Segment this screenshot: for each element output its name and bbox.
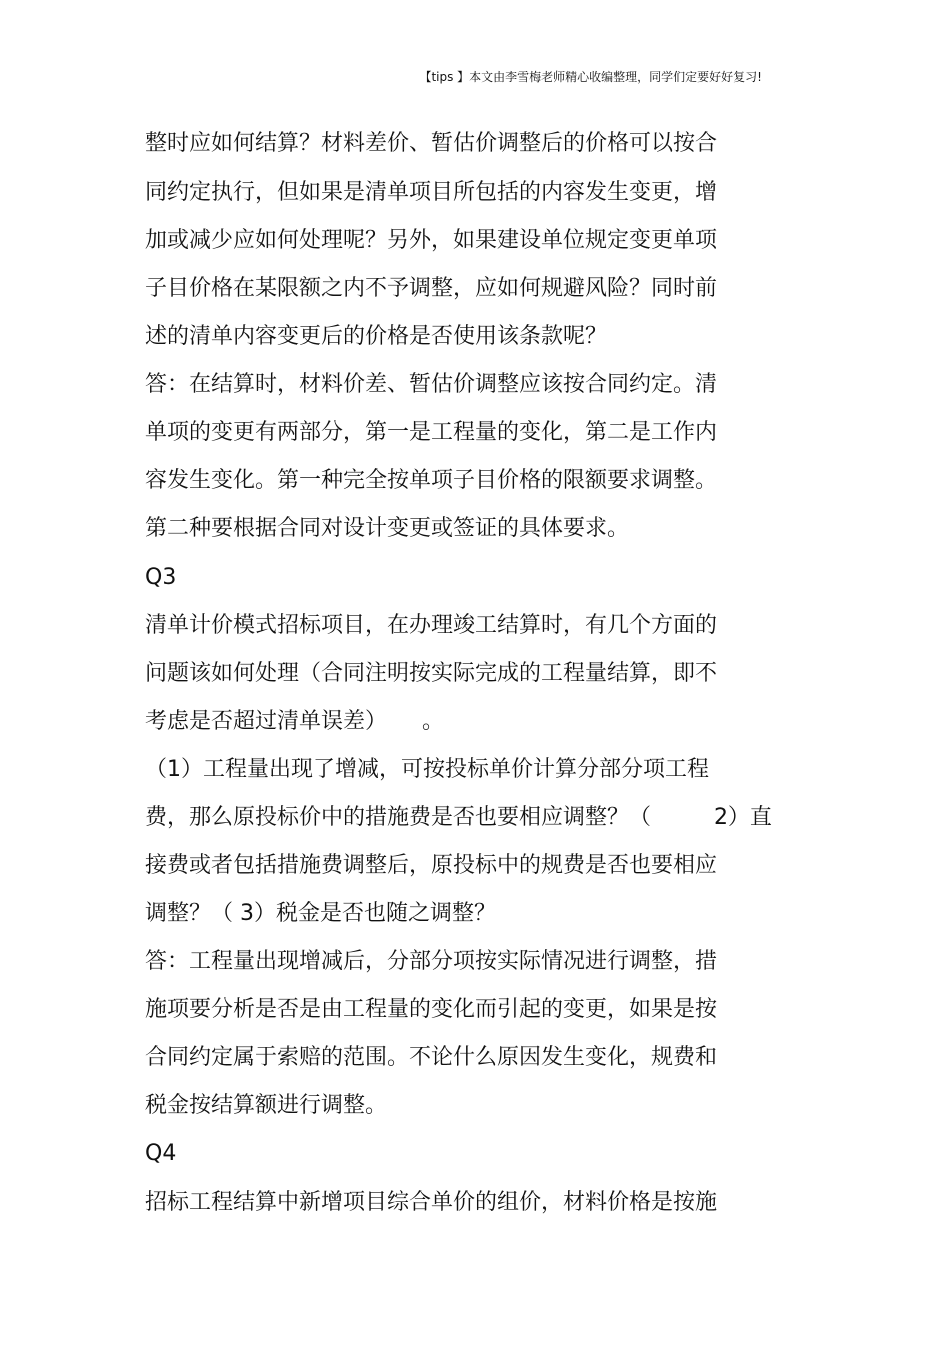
body-line: 调整？（ 3）税金是否也随之调整？ bbox=[145, 901, 496, 926]
body-line: 子目价格在某限额之内不予调整，应如何规避风险？同时前 bbox=[145, 276, 718, 301]
answer-line: 单项的变更有两部分，第一是工程量的变化，第二是工作内 bbox=[145, 420, 718, 445]
body-line: 整时应如何结算？材料差价、暂估价调整后的价格可以按合 bbox=[145, 131, 718, 156]
body-line: 接费或者包括措施费调整后，原投标中的规费是否也要相应 bbox=[145, 853, 718, 878]
body-line: 同约定执行，但如果是清单项目所包括的内容发生变更，增 bbox=[145, 180, 718, 205]
question-heading-q4: Q4 bbox=[145, 1141, 177, 1166]
answer-line: 合同约定属于索赔的范围。不论什么原因发生变化，规费和 bbox=[145, 1045, 718, 1070]
body-line: 加或减少应如何处理呢？另外，如果建设单位规定变更单项 bbox=[145, 228, 718, 253]
body-line: （1）工程量出现了增减，可按投标单价计算分部分项工程 bbox=[145, 757, 709, 782]
answer-line: 答：在结算时，材料价差、暂估价调整应该按合同约定。清 bbox=[145, 372, 718, 397]
answer-line: 答：工程量出现增减后，分部分项按实际情况进行调整，措 bbox=[145, 949, 718, 974]
body-line: 清单计价模式招标项目，在办理竣工结算时，有几个方面的 bbox=[145, 613, 718, 638]
answer-line: 施项要分析是否是由工程量的变化而引起的变更，如果是按 bbox=[145, 997, 718, 1022]
answer-line: 容发生变化。第一种完全按单项子目价格的限额要求调整。 bbox=[145, 468, 718, 493]
body-line: 考虑是否超过清单误差） 。 bbox=[145, 709, 444, 734]
body-line: 费，那么原投标价中的措施费是否也要相应调整？（ 2）直 bbox=[145, 805, 772, 830]
body-line: 问题该如何处理（合同注明按实际完成的工程量结算，即不 bbox=[145, 661, 718, 686]
body-line: 述的清单内容变更后的价格是否使用该条款呢？ bbox=[145, 324, 608, 349]
header-tip: 【tips 】本文由李雪梅老师精心收编整理，同学们定要好好复习! bbox=[419, 70, 762, 84]
body-line: 招标工程结算中新增项目综合单价的组价，材料价格是按施 bbox=[145, 1190, 718, 1215]
answer-line: 第二种要根据合同对设计变更或签证的具体要求。 bbox=[145, 516, 630, 541]
question-heading-q3: Q3 bbox=[145, 565, 177, 590]
answer-line: 税金按结算额进行调整。 bbox=[145, 1093, 388, 1118]
